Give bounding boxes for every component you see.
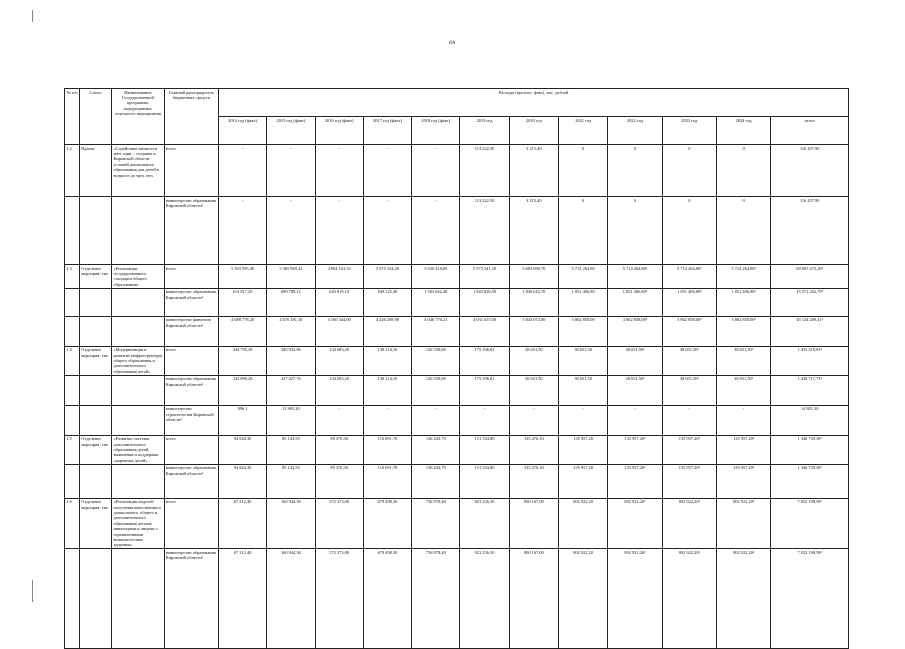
value-cell: 1 851 406,80²: [608, 288, 662, 316]
program-name-cell: [112, 316, 164, 346]
program-name-cell: «Модернизация и развитие инфраструктуры общего образования и дополнительного образования детей»: [113, 347, 163, 374]
value-cell: -: [716, 405, 770, 435]
value-cell: 5 714 264,80²: [662, 265, 716, 289]
value-cell: 5 714 264,80²: [716, 265, 770, 289]
value-cell: -: [460, 405, 509, 435]
header-row: [65, 89, 849, 117]
budget-administrator-cell: министерство образования Кировской области²: [164, 464, 218, 498]
value-cell: 1 346 739,38²: [771, 435, 849, 464]
value-cell: -: [662, 405, 716, 435]
value-cell: 14 801,30: [771, 405, 849, 435]
value-cell: 3 862 858,00²: [716, 316, 770, 346]
budget-administrator-cell: всего: [164, 435, 218, 464]
value-cell: 38 651,50: [559, 346, 608, 375]
budget-administrator-cell: всего: [164, 498, 218, 549]
table-row: [65, 316, 849, 346]
value-cell: 572 373,00: [315, 549, 363, 649]
value-cell: 4 031 415,00: [460, 316, 509, 346]
value-cell: -: [267, 197, 315, 265]
value-cell: 38 651,50²: [662, 375, 716, 405]
value-cell: 151 534,80: [460, 464, 509, 498]
value-cell: 679 498,30: [363, 549, 411, 649]
value-cell: 135 957,20: [559, 435, 608, 464]
budget-administrator-cell: министерство образования Кировской области²: [164, 375, 218, 405]
value-cell: 151 534,80: [460, 435, 509, 464]
value-cell: 85 143,59: [267, 464, 315, 498]
value-cell: 67 312,40: [218, 549, 266, 649]
value-cell: 116 437,90: [771, 145, 849, 197]
value-cell: 679 498,30: [363, 498, 411, 549]
table-row: [65, 145, 849, 197]
value-cell: 0: [559, 145, 608, 197]
row-number-cell: 1.2: [65, 145, 80, 197]
value-cell: 802 922,20²: [608, 549, 662, 649]
value-cell: 94 844,30: [218, 435, 266, 464]
value-cell: 3 862 858,00²: [608, 316, 662, 346]
row-number-cell: [65, 405, 80, 435]
value-cell: 0: [716, 197, 770, 265]
value-cell: 0: [559, 197, 608, 265]
status-cell: [80, 288, 112, 316]
year-header: 2016 год (факт): [315, 117, 363, 145]
status-cell: [80, 549, 112, 649]
value-cell: -: [608, 405, 662, 435]
value-cell: 849 125,40: [363, 288, 411, 316]
value-cell: 135 476,10: [509, 464, 558, 498]
value-cell: -: [363, 197, 411, 265]
value-cell: 0: [662, 197, 716, 265]
value-cell: 800 167,00: [509, 498, 558, 549]
value-cell: 134 683,20: [315, 346, 363, 375]
col-num-header: № п/п: [65, 89, 80, 145]
value-cell: -: [218, 145, 266, 197]
value-cell: 4 046 776,21: [412, 316, 460, 346]
value-cell: 572 373,00: [315, 498, 363, 549]
table-body: [65, 145, 849, 649]
row-number-cell: 1.5: [65, 435, 80, 464]
program-name-cell: «Реализация государственного стандарта общего образования»: [112, 265, 164, 289]
value-cell: 113 222,50: [460, 197, 509, 265]
col-admin-header: Главный распорядитель бюджетных средств: [164, 89, 218, 145]
value-cell: 126 539,08: [412, 375, 460, 405]
value-cell: 113 222,50: [460, 145, 509, 197]
program-name-cell: «Развитие системы дополнительного образования детей, выявления и поддержки одаренных детей»: [112, 435, 164, 464]
budget-administrator-cell: министерство строительства Кировской области²: [164, 405, 218, 435]
value-cell: 5 075 334,20: [363, 265, 411, 289]
value-cell: 135 957,20²: [662, 435, 716, 464]
value-cell: 3 215,40: [509, 145, 558, 197]
value-cell: 89 376,30: [315, 464, 363, 498]
value-cell: -: [315, 197, 363, 265]
budget-administrator-cell: министерство финансов Кировской области²: [164, 316, 218, 346]
budget-administrator-cell: всего: [164, 346, 218, 375]
table-row: [65, 464, 849, 498]
value-cell: 3 843 074,00: [509, 316, 558, 346]
value-cell: 802 922,20²: [716, 549, 770, 649]
value-cell: 0: [716, 145, 770, 197]
value-cell: 3 862 858,00²: [662, 316, 716, 346]
status-cell: [80, 464, 112, 498]
budget-administrator-cell: всего: [164, 145, 218, 197]
col-name-header: Наименование Государственной программы, подпрограммы, отдельного мероприятия: [112, 89, 164, 145]
value-cell: 802 922,20: [559, 549, 608, 649]
value-cell: 802 922,20²: [662, 498, 716, 549]
value-cell: 138 114,10: [363, 375, 411, 405]
col-status-header: Статус: [80, 89, 112, 145]
year-header: 2020 год: [509, 117, 558, 145]
table-row: [65, 549, 849, 649]
value-cell: 802 922,20²: [608, 498, 662, 549]
value-cell: 110 091,70: [363, 464, 411, 498]
row-number-cell: [65, 549, 80, 649]
value-cell: 5 714 264,80: [559, 265, 608, 289]
value-cell: 1 346 739,38²: [771, 464, 849, 498]
row-number-cell: [65, 197, 80, 265]
year-header: 2022 год: [608, 117, 662, 145]
value-cell: 67 312,40: [218, 498, 266, 549]
program-name-cell: [112, 549, 164, 649]
value-cell: 802 922,20: [559, 498, 608, 549]
value-cell: 5 714 264,80²: [608, 265, 662, 289]
value-cell: -: [509, 405, 558, 435]
budget-administrator-cell: министерство образования Кировской области²: [164, 549, 218, 649]
year-header: 2014 год (факт): [218, 117, 266, 145]
row-number-cell: 1.4: [65, 346, 80, 375]
value-cell: 343 899,28: [218, 375, 266, 405]
value-cell: 38 651,50²: [716, 346, 770, 375]
value-cell: 1 840 616,70: [509, 288, 558, 316]
row-number-cell: 1.6: [65, 498, 80, 549]
value-cell: 736 978,48: [412, 498, 460, 549]
table-row: [65, 405, 849, 435]
margin-mark-top: [32, 10, 33, 22]
value-cell: 4 676 181,10: [267, 316, 315, 346]
program-name-cell: «Реализация моделей получения качественного дошкольного, общего и дополнительного образования детьми- инвалидами и лицами с ограниченными возможностями здоровья»: [112, 498, 164, 549]
budget-administrator-cell: министерство образования Кировской области²: [164, 197, 218, 265]
status-cell: [80, 375, 112, 405]
value-cell: 5 683 690,70: [509, 265, 558, 289]
value-cell: 4 226 208,90: [363, 316, 411, 346]
status-cell: [80, 197, 112, 265]
value-cell: 800 167,00: [509, 549, 558, 649]
value-cell: 135 957,20²: [608, 464, 662, 498]
value-cell: -: [315, 405, 363, 435]
value-cell: -: [559, 405, 608, 435]
table-row: [65, 435, 849, 464]
expenses-table: [64, 88, 849, 649]
value-cell: 60 695 472,20²: [771, 265, 849, 289]
table-row: [65, 288, 849, 316]
year-header: 2019 год: [460, 117, 509, 145]
budget-administrator-cell: министерство образования Кировской области²: [164, 288, 218, 316]
col-expenses-header: Расходы (прогноз, факт), тыс. рублей: [218, 89, 848, 117]
value-cell: 5 975 241,29: [460, 265, 509, 289]
year-header: 2021 год: [559, 117, 608, 145]
margin-mark-bottom: [32, 580, 33, 602]
row-number-cell: [65, 288, 80, 316]
value-cell: 340 932,96: [267, 346, 315, 375]
program-name-cell: [112, 375, 164, 405]
program-name-cell: [112, 197, 164, 265]
value-cell: 0: [608, 145, 662, 197]
value-cell: -: [267, 145, 315, 197]
value-cell: 5 303 595,40: [218, 265, 266, 289]
value-cell: 38 651,50²: [608, 375, 662, 405]
value-cell: 4 804 163,10: [315, 265, 363, 289]
value-cell: -: [363, 405, 411, 435]
value-cell: 689 788,12: [267, 288, 315, 316]
year-header: 2023 год: [662, 117, 716, 145]
value-cell: 7 052 198,58²: [771, 498, 849, 549]
value-cell: 736 978,48: [412, 549, 460, 649]
value-cell: -: [315, 145, 363, 197]
value-cell: 896,1: [218, 405, 266, 435]
value-cell: 0: [662, 145, 716, 197]
value-cell: 1 583 642,48: [412, 288, 460, 316]
value-cell: 116 437,90: [771, 197, 849, 265]
value-cell: 134 683,20: [315, 375, 363, 405]
value-cell: 94 844,30: [218, 464, 266, 498]
value-cell: 38 651,50: [509, 346, 558, 375]
value-cell: 643 819,10: [315, 288, 363, 316]
value-cell: 1 453 519,03²: [771, 346, 849, 375]
value-cell: 7 052 198,58²: [771, 549, 849, 649]
status-cell: Отдельное мероприя- тие: [80, 498, 112, 549]
value-cell: 1 851 406,80: [559, 288, 608, 316]
value-cell: 135 957,20: [559, 464, 608, 498]
value-cell: 160 944,30: [267, 549, 315, 649]
value-cell: 4 160 344,00: [315, 316, 363, 346]
program-name-cell: [112, 288, 164, 316]
row-number-cell: 1.3: [65, 265, 80, 289]
value-cell: 3 215,40: [509, 197, 558, 265]
value-cell: 135 957,20²: [716, 464, 770, 498]
value-cell: 13 905,20: [267, 405, 315, 435]
value-cell: 138 114,10: [363, 346, 411, 375]
value-cell: 135 957,20²: [608, 435, 662, 464]
status-cell: [80, 316, 112, 346]
value-cell: 5 365 969,22: [267, 265, 315, 289]
value-cell: -: [218, 197, 266, 265]
year-header: 2018 год (факт): [412, 117, 460, 145]
year-header: 2015 год (факт): [267, 117, 315, 145]
program-name-cell: [112, 464, 164, 498]
status-cell: Отдельное мероприя- тие: [80, 346, 112, 375]
value-cell: 110 091,70: [363, 435, 411, 464]
value-cell: 89 376,30: [315, 435, 363, 464]
value-cell: 3 862 858,00: [559, 316, 608, 346]
budget-administrator-cell: всего: [164, 265, 218, 289]
value-cell: 327 027,76: [267, 375, 315, 405]
value-cell: 802 922,20²: [716, 498, 770, 549]
status-cell: Отдельное мероприя- тие: [80, 265, 112, 289]
value-cell: 0: [608, 197, 662, 265]
table-row: [65, 197, 849, 265]
year-header: 2017 год (факт): [363, 117, 411, 145]
status-cell: Проект: [80, 145, 112, 197]
value-cell: 135 476,10: [509, 435, 558, 464]
value-cell: 45 124 209,41²: [771, 316, 849, 346]
value-cell: 802 922,20²: [662, 549, 716, 649]
value-cell: 1 851 406,80²: [716, 288, 770, 316]
value-cell: 135 957,20²: [716, 435, 770, 464]
status-cell: [80, 405, 112, 435]
value-cell: 136 443,79: [412, 435, 460, 464]
value-cell: -: [412, 197, 460, 265]
value-cell: 5 630 418,69: [412, 265, 460, 289]
table-row: [65, 346, 849, 375]
value-cell: -: [363, 145, 411, 197]
value-cell: 614 817,20: [218, 288, 266, 316]
row-number-cell: [65, 375, 80, 405]
value-cell: 1 943 826,59: [460, 288, 509, 316]
value-cell: 823 236,30: [460, 498, 509, 549]
value-cell: 823 236,30: [460, 549, 509, 649]
row-number-cell: [65, 464, 80, 498]
value-cell: 344 795,38: [218, 346, 266, 375]
value-cell: 38 651,50²: [662, 346, 716, 375]
value-cell: 4 688 778,20: [218, 316, 266, 346]
year-header: 2024 год: [716, 117, 770, 145]
value-cell: 15 571 262,79²: [771, 288, 849, 316]
value-cell: 38 651,50: [559, 375, 608, 405]
value-cell: 135 957,20²: [662, 464, 716, 498]
table-row: [65, 498, 849, 549]
value-cell: 38 651,50: [509, 375, 558, 405]
value-cell: 1 851 406,80²: [662, 288, 716, 316]
year-header: итого: [771, 117, 849, 145]
table-row: [65, 265, 849, 289]
value-cell: -: [412, 145, 460, 197]
table-row: [65, 375, 849, 405]
page-number: 64: [449, 40, 456, 46]
value-cell: -: [412, 405, 460, 435]
value-cell: 1 438 717,73²: [771, 375, 849, 405]
value-cell: 38 651,50²: [608, 346, 662, 375]
program-name-cell: [112, 405, 164, 435]
value-cell: 136 443,79: [412, 464, 460, 498]
value-cell: 85 143,59: [267, 435, 315, 464]
value-cell: 126 539,08: [412, 346, 460, 375]
value-cell: 175 196,81: [460, 375, 509, 405]
value-cell: 38 651,50²: [716, 375, 770, 405]
row-number-cell: [65, 316, 80, 346]
program-name-cell: «Содействие занятости жен- щин – создание в Кировской области условий дошкольного образования для детей в возрасте до трех лет»: [112, 145, 164, 197]
value-cell: 175 196,81: [460, 346, 509, 375]
status-cell: Отдельное мероприя- тие: [80, 435, 112, 464]
value-cell: 160 944,30: [267, 498, 315, 549]
